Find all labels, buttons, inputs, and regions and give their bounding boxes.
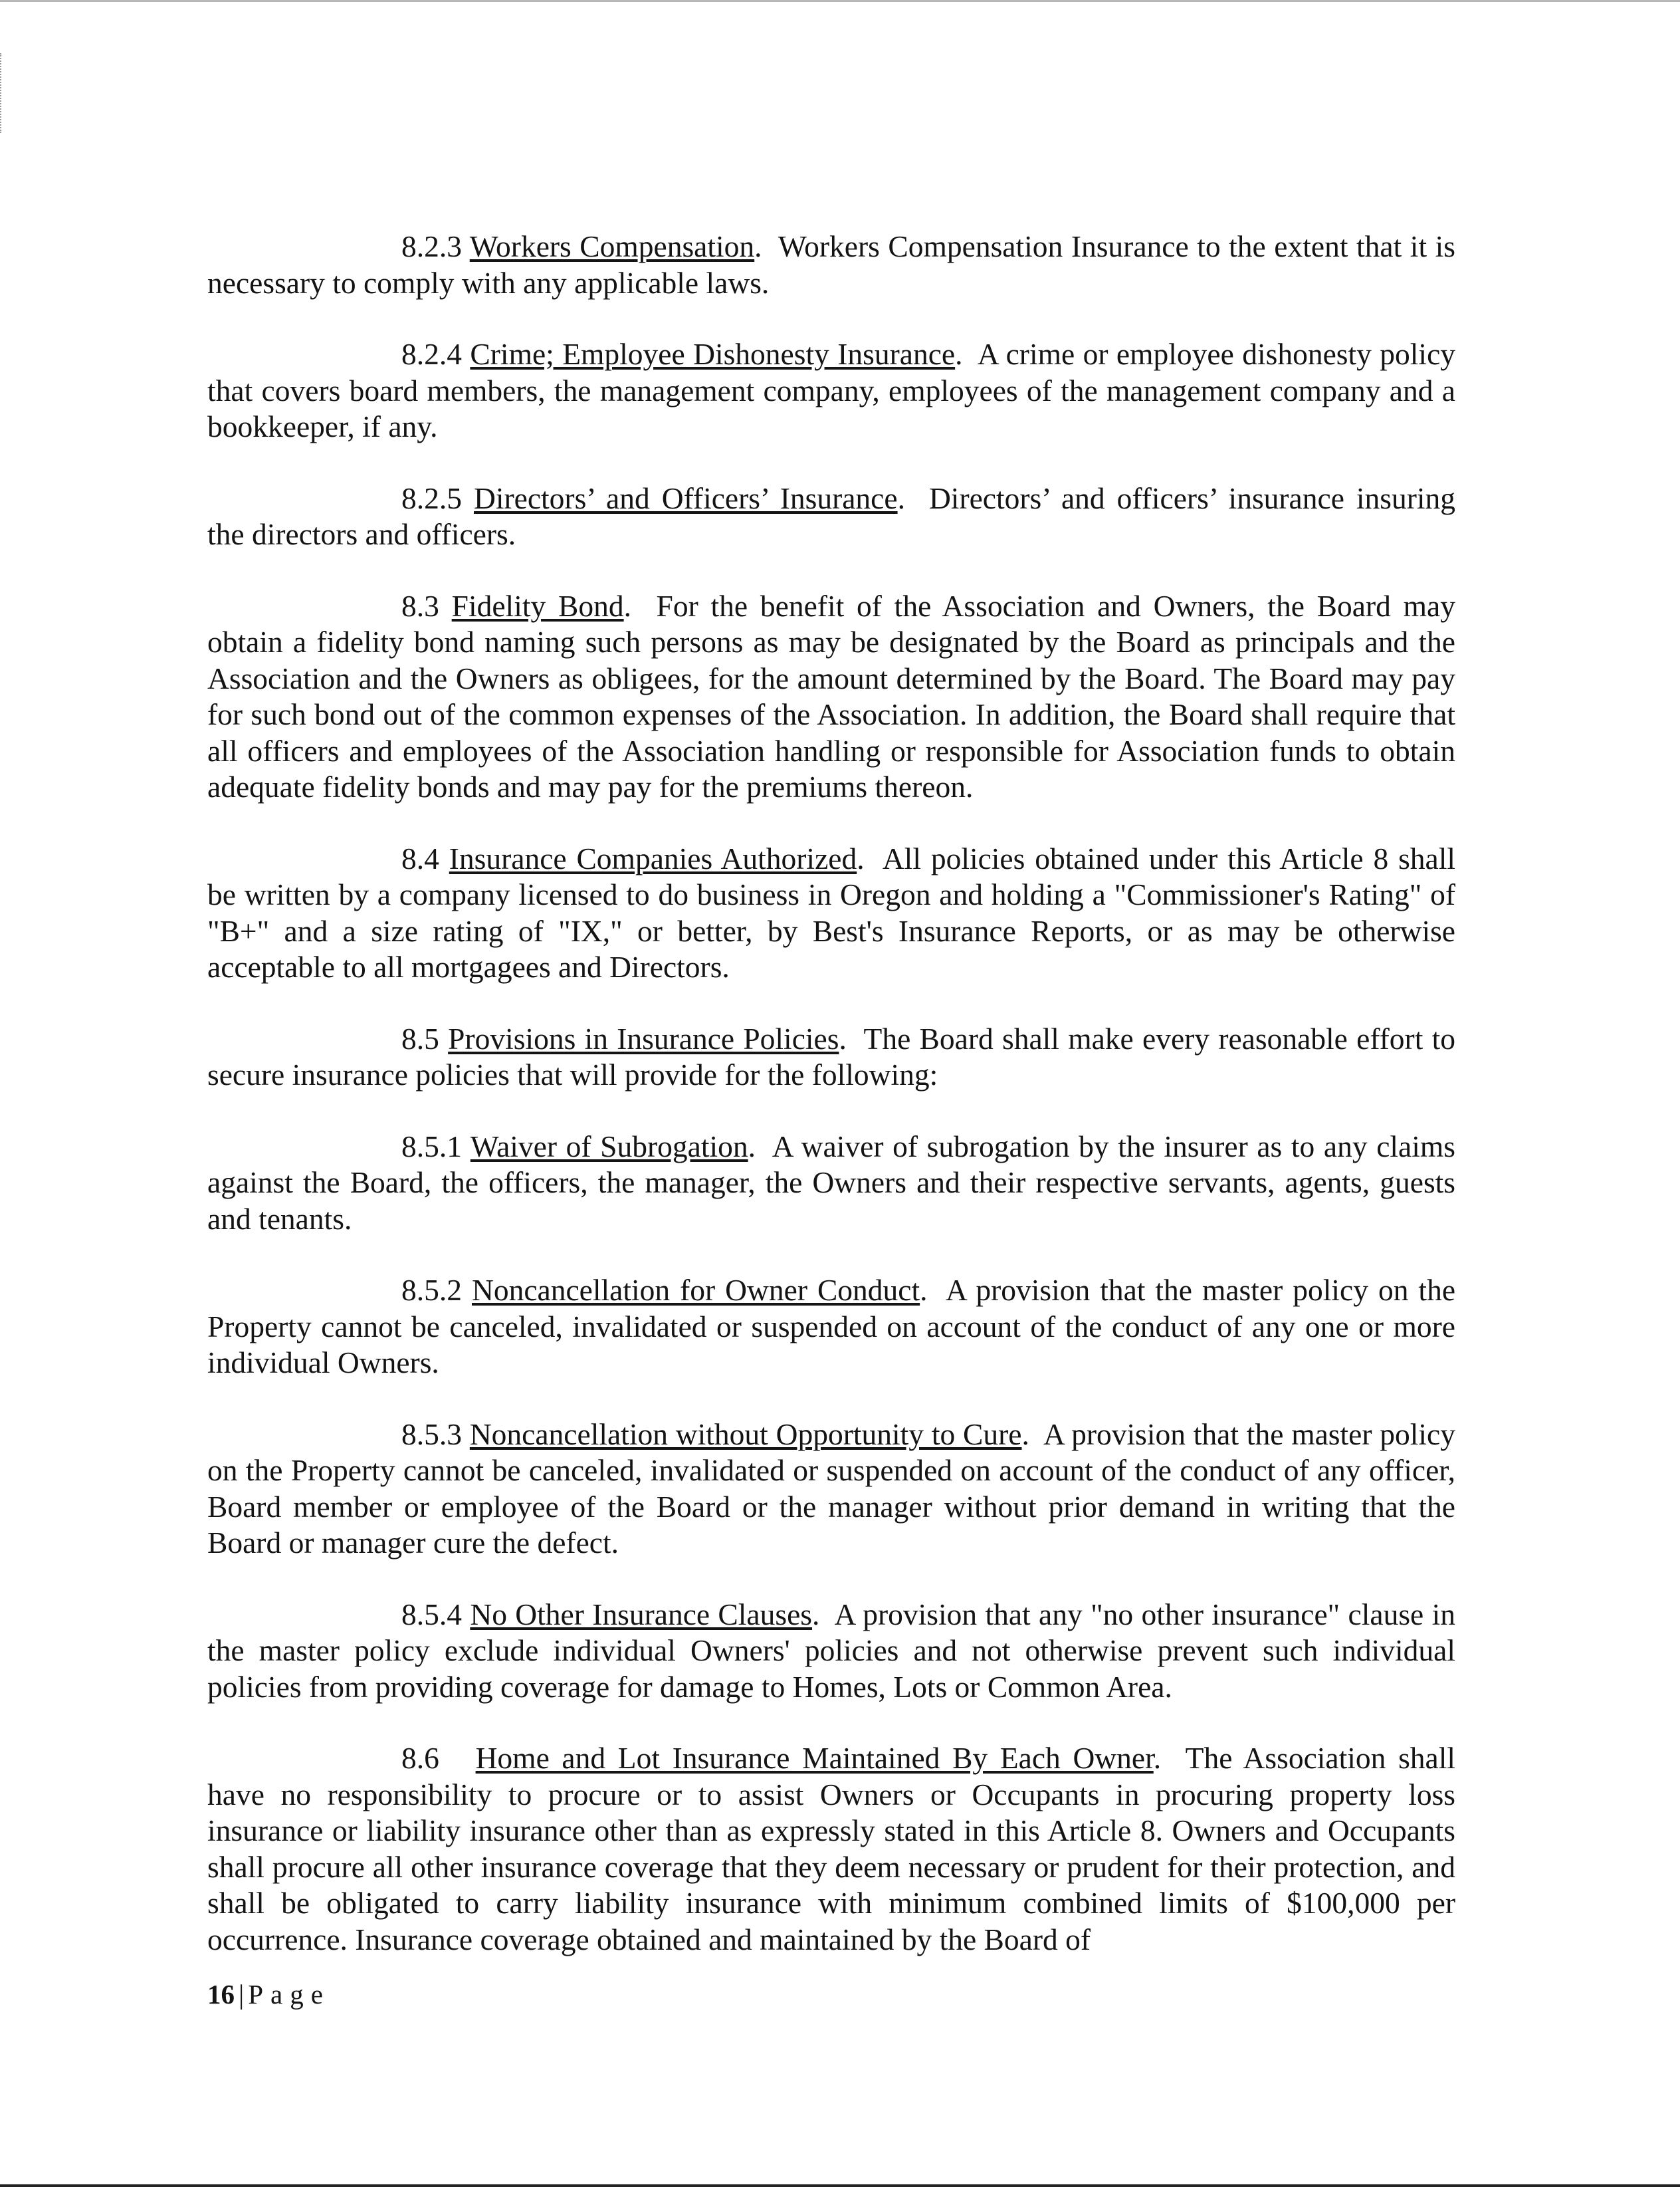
section-title: Directors’ and Officers’ Insurance xyxy=(474,481,898,515)
section-8-5-1: 8.5.1 Waiver of Subrogation. A waiver of subrogation by the insurer as to any claims against the Board, the officers, the manager, the Owners and their respective servants, agents, guests and tenants. xyxy=(207,1129,1455,1236)
section-8-2-3: 8.2.3 Workers Compensation. Workers Compensation Insurance to the extent that it is necessary to comply with any applicable laws. xyxy=(207,229,1455,300)
section-text: A waiver of subrogation by the insurer as to any claims against the Board, the officers, the manager, the Owners and their respective servants, agents, guests and tenants. xyxy=(207,1129,1455,1236)
section-title: No Other Insurance Clauses xyxy=(470,1597,812,1631)
section-title: Noncancellation for Owner Conduct xyxy=(471,1273,920,1307)
section-text: Directors’ and officers’ insurance insuring the directors and officers. xyxy=(207,481,1456,551)
scan-bottom-edge xyxy=(0,2184,1680,2187)
page-footer xyxy=(207,1978,330,2010)
section-title: Provisions in Insurance Policies xyxy=(448,1021,839,1056)
section-8-4: 8.4 Insurance Companies Authorized. All policies obtained under this Article 8 shall be written by a company licensed to do business in Oregon and holding a "Commissioner's Rating" of "B+" and a size rating of "IX," or better, by Best's Insurance Reports, or as may be otherwise acceptable to all mortgagees and Directors. xyxy=(207,841,1456,984)
section-8-5-4: 8.5.4 No Other Insurance Clauses. A provision that any "no other insurance" clause in the master policy exclude individual Owners' policies and not otherwise prevent such individual policies from providing coverage for damage to Homes, Lots or Common Area. xyxy=(207,1597,1455,1704)
section-number: 8.5.4 xyxy=(401,1597,462,1631)
section-number: 8.2.5 xyxy=(401,481,462,515)
section-title: Crime; Employee Dishonesty Insurance xyxy=(470,337,956,371)
page-separator: | xyxy=(239,1979,245,2010)
section-number: 8.5.2 xyxy=(401,1273,462,1307)
section-number: 8.5.3 xyxy=(401,1417,462,1451)
scan-left-edge-marks xyxy=(0,53,3,133)
section-title: Noncancellation without Opportunity to Cure xyxy=(469,1417,1022,1451)
section-number: 8.5.1 xyxy=(401,1129,462,1163)
section-number: 8.2.4 xyxy=(401,337,462,371)
section-text: A crime or employee dishonesty policy that covers board members, the management company, employees of the management company and a bookkeeper, if any. xyxy=(207,337,1456,443)
section-8-5-2: 8.5.2 Noncancellation for Owner Conduct. A provision that the master policy on the Property cannot be canceled, invalidated or suspended on account of the conduct of any one or more individual Owners. xyxy=(207,1273,1456,1379)
section-number: 8.6 xyxy=(401,1741,439,1775)
section-title: Home and Lot Insurance Maintained By Each Owner xyxy=(475,1741,1154,1775)
section-text: The Board shall make every reasonable effort to secure insurance policies that will provide for the following: xyxy=(207,1021,1455,1092)
section-number: 8.3 xyxy=(401,588,439,623)
section-text: A provision that any "no other insurance" clause in the master policy exclude individual Owners' policies and not otherwise prevent such individual policies from providing coverage for damage to Homes, Lots or Common Area. xyxy=(207,1597,1455,1704)
section-number: 8.4 xyxy=(401,841,439,875)
section-8-5-3: 8.5.3 Noncancellation without Opportunity to Cure. A provision that the master policy on the Property cannot be canceled, invalidated or suspended on account of the conduct of any officer, Board member or employee of the Board or the manager without prior demand in writing that the Board or manager cure the defect. xyxy=(207,1417,1455,1559)
section-8-2-4: 8.2.4 Crime; Employee Dishonesty Insurance. A crime or employee dishonesty policy that covers board members, the management company, employees of the management company and a bookkeeper, if any. xyxy=(207,337,1456,443)
section-title: Insurance Companies Authorized xyxy=(449,841,857,875)
page-number: 16 xyxy=(207,1979,235,2010)
section-text: A provision that the master policy on the Property cannot be canceled, invalidated or suspended on account of the conduct of any one or more individual Owners. xyxy=(207,1273,1456,1379)
section-number: 8.5 xyxy=(401,1021,439,1056)
section-text: A provision that the master policy on the Property cannot be canceled, invalidated or suspended on account of the conduct of any officer, Board member or employee of the Board or the manager without prior demand in writing that the Board or manager cure the defect. xyxy=(207,1417,1455,1559)
section-text: All policies obtained under this Article 8 shall be written by a company licensed to do business in Oregon and holding a "Commissioner's Rating" of "B+" and a size rating of "IX," or better, by Best's Insurance Reports, or as may be otherwise acceptable to all mortgagees and Directors. xyxy=(207,841,1456,984)
scan-top-edge xyxy=(0,0,1680,2)
section-title: Waiver of Subrogation xyxy=(470,1129,748,1163)
document-body xyxy=(207,229,1455,1993)
section-8-2-5: 8.2.5 Directors’ and Officers’ Insurance. Directors’ and officers’ insurance insuring the directors and officers. xyxy=(207,481,1456,551)
page-label: Page xyxy=(248,1979,330,2010)
section-text: Workers Compensation Insurance to the extent that it is necessary to comply with any applicable laws. xyxy=(207,229,1455,300)
section-number: 8.2.3 xyxy=(401,229,462,263)
section-8-6: 8.6 Home and Lot Insurance Maintained By Each Owner. The Association shall have no responsibility to procure or to assist Owners or Occupants in procuring property loss insurance or liability insurance other than as expressly stated in this Article 8. Owners and Occupants shall procure all other insurance coverage that they deem necessary or prudent for their protection, and shall be obligated to carry liability insurance with minimum combined limits of $100,000 per occurrence. Insurance coverage obtained and maintained by the Board of xyxy=(207,1741,1456,1956)
section-title: Fidelity Bond xyxy=(451,588,624,623)
section-title: Workers Compensation xyxy=(469,229,755,263)
section-8-5: 8.5 Provisions in Insurance Policies. The Board shall make every reasonable effort to secure insurance policies that will provide for the following: xyxy=(207,1021,1455,1092)
section-text: The Association shall have no responsibility to procure or to assist Owners or Occupants in procuring property loss insurance or liability insurance other than as expressly stated in this Article 8. Owners and Occupants shall procure all other insurance coverage that they deem necessary or prudent for their protection, and shall be obligated to carry liability insurance with minimum combined limits of $100,000 per occurrence. Insurance coverage obtained and maintained by the Board of xyxy=(207,1741,1456,1956)
section-8-3: 8.3 Fidelity Bond. For the benefit of the Association and Owners, the Board may obtain a fidelity bond naming such persons as may be designated by the Board as principals and the Association and the Owners as obligees, for the amount determined by the Board. The Board may pay for such bond out of the common expenses of the Association. In addition, the Board shall require that all officers and employees of the Association handling or responsible for Association funds to obtain adequate fidelity bonds and may pay for the premiums thereon. xyxy=(207,588,1455,804)
section-text: For the benefit of the Association and Owners, the Board may obtain a fidelity bond naming such persons as may be designated by the Board as principals and the Association and the Owners as obligees, for the amount determined by the Board. The Board may pay for such bond out of the common expenses of the Association. In addition, the Board shall require that all officers and employees of the Association handling or responsible for Association funds to obtain adequate fidelity bonds and may pay for the premiums thereon. xyxy=(207,588,1455,804)
